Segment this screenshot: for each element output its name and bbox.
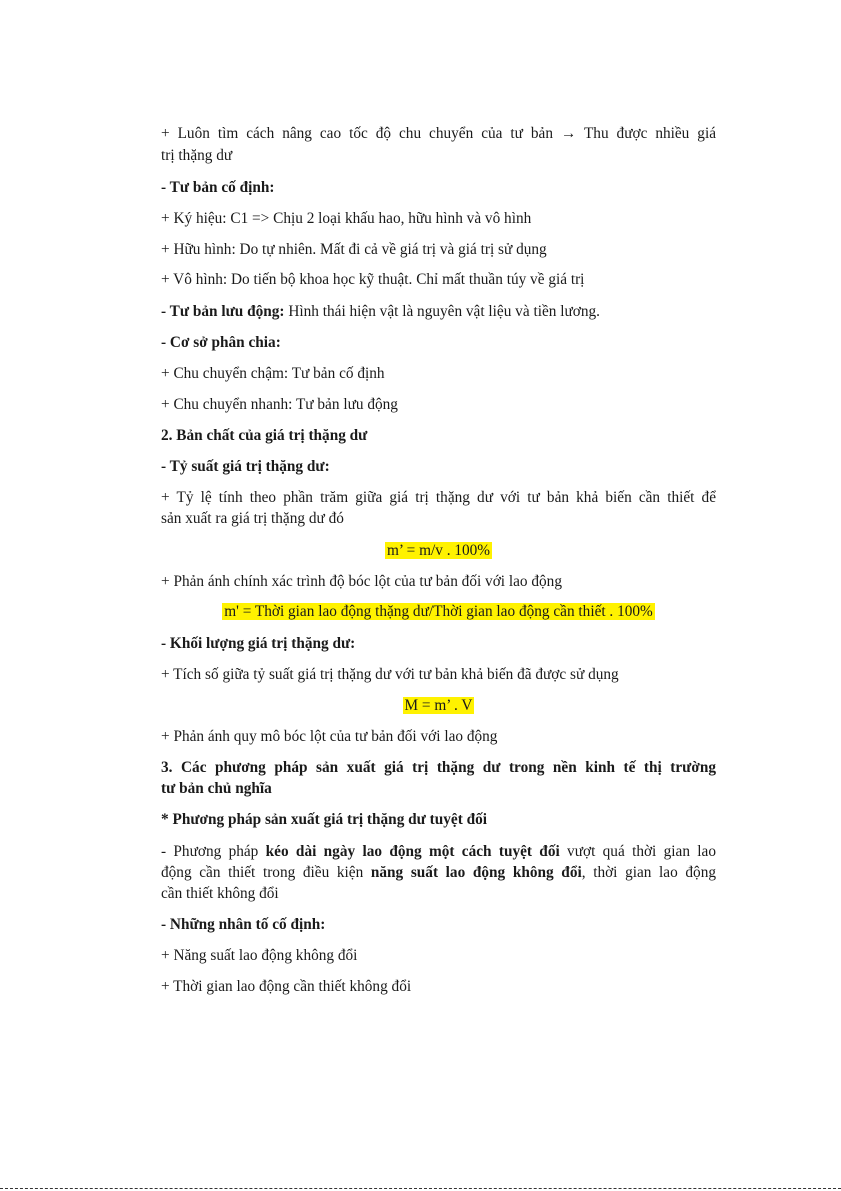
formula-mass: M = m’ . V xyxy=(404,697,473,714)
formula-rate: m’ = m/v . 100% xyxy=(386,542,491,559)
paragraph-absolute-line1: - Phương pháp kéo dài ngày lao động một cách tuyệt đối vượt quá thời gian lao xyxy=(161,843,716,860)
heading-absolute-method: * Phương pháp sản xuất giá trị thặng dư tuyệt đối xyxy=(161,811,488,828)
line-rate-definition-2: sản xuất ra giá trị thặng dư đó xyxy=(161,510,344,527)
heading-section-3-line2: tư bản chủ nghĩa xyxy=(161,780,272,797)
line-slow-turnover: + Chu chuyển chậm: Tư bản cố định xyxy=(161,365,385,382)
line-productivity-constant: + Năng suất lao động không đổi xyxy=(161,947,358,964)
line-mass-definition: + Tích số giữa tỷ suất giá trị thặng dư với tư bản khả biến đã được sử dụng xyxy=(161,666,619,683)
line-exploitation-scale: + Phản ánh quy mô bóc lột của tư bản đối với lao động xyxy=(161,728,498,745)
line-tangible: + Hữu hình: Do tự nhiên. Mất đi cả về giá trị và giá trị sử dụng xyxy=(161,241,547,258)
heading-mass-surplus-value: - Khối lượng giá trị thặng dư: xyxy=(161,635,356,652)
paragraph-turnover-line2: trị thặng dư xyxy=(161,147,233,164)
heading-fixed-factors: - Những nhân tố cố định: xyxy=(161,916,326,933)
formula-rate-time: m' = Thời gian lao động thặng dư/Thời gian lao động cần thiết . 100% xyxy=(224,603,653,620)
line-fast-turnover: + Chu chuyển nhanh: Tư bản lưu động xyxy=(161,396,398,413)
arrow-right-icon: → xyxy=(560,125,577,142)
heading-basis-of-division: - Cơ sở phân chia: xyxy=(161,334,281,351)
paragraph-absolute-line2: động cần thiết trong điều kiện năng suất lao động không đổi, thời gian lao động xyxy=(161,864,716,881)
page-bottom-border xyxy=(0,1188,841,1189)
paragraph-absolute-line3: cần thiết không đổi xyxy=(161,885,279,902)
heading-fixed-capital: - Tư bản cố định: xyxy=(161,179,275,196)
line-rate-definition-1: + Tỷ lệ tính theo phần trăm giữa giá trị thặng dư với tư bản khả biến cần thiết để xyxy=(161,489,716,506)
line-circulating-capital: - Tư bản lưu động: Hình thái hiện vật là nguyên vật liệu và tiền lương. xyxy=(161,303,600,320)
paragraph-turnover-line1: + Luôn tìm cách nâng cao tốc độ chu chuyển của tư bản → Thu được nhiều giá xyxy=(161,125,716,142)
heading-section-3-line1: 3. Các phương pháp sản xuất giá trị thặng dư trong nền kinh tế thị trường xyxy=(161,759,716,776)
line-necessary-time-constant: + Thời gian lao động cần thiết không đổi xyxy=(161,978,412,995)
line-exploitation-level: + Phản ánh chính xác trình độ bóc lột của tư bản đối với lao động xyxy=(161,573,562,590)
heading-section-2: 2. Bản chất của giá trị thặng dư xyxy=(161,427,368,444)
heading-rate-surplus-value: - Tỷ suất giá trị thặng dư: xyxy=(161,458,330,475)
line-intangible: + Vô hình: Do tiến bộ khoa học kỹ thuật. Chỉ mất thuần túy về giá trị xyxy=(161,271,585,288)
line-symbol: + Ký hiệu: C1 => Chịu 2 loại khấu hao, hữu hình và vô hình xyxy=(161,210,532,227)
